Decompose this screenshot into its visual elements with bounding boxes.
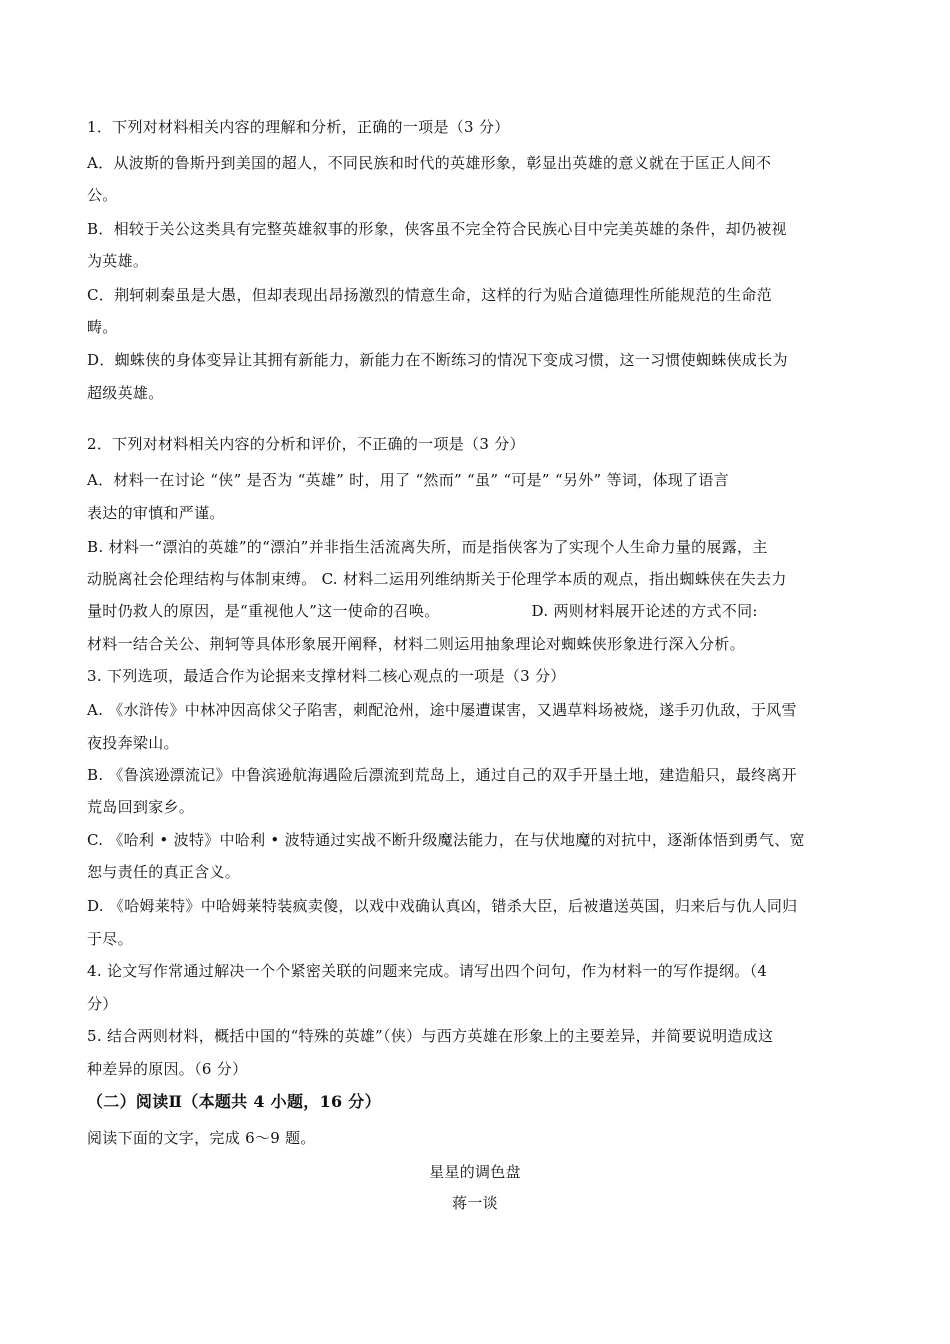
q3-option-a: A. 《水浒传》中林冲因高俅父子陷害，刺配沧州，途中屡遭谋害，又遇草料场被烧，遂手刃仇敌，于风雪 bbox=[87, 701, 797, 719]
q5-stem: 5. 结合两则材料，概括中国的“特殊的英雄”（侠）与西方英雄在形象上的主要差异，并简要说明造成这 bbox=[87, 1027, 774, 1045]
section-instruction: 阅读下面的文字，完成 6～9 题。 bbox=[87, 1129, 316, 1147]
q2-option-b: B. 材料一“漂泊的英雄”的“漂泊”并非指生活流离失所，而是指侠客为了实现个人生命力量的展露，主 bbox=[87, 538, 768, 556]
q2-option-b-c: 动脱离社会伦理结构与体制束缚。 C. 材料二运用列维纳斯关于伦理学本质的观点，指出蜘蛛侠在失去力 bbox=[87, 570, 787, 588]
q1-option-b-cont: 为英雄。 bbox=[87, 252, 149, 270]
q1-option-a: A．从波斯的鲁斯丹到美国的超人，不同民族和时代的英雄形象，彰显出英雄的意义就在于匡正人间不 bbox=[87, 154, 772, 172]
q3-option-a-cont: 夜投奔梁山。 bbox=[87, 734, 179, 752]
q3-option-c: C. 《哈利 • 波特》中哈利 • 波特通过实战不断升级魔法能力，在与伏地魔的对抗中，逐渐体悟到勇气、宽 bbox=[87, 831, 805, 849]
q2-stem: 2．下列对材料相关内容的分析和评价，不正确的一项是（3 分） bbox=[87, 435, 525, 453]
q2-option-c-d-line bbox=[87, 601, 867, 621]
article-author: 蒋一谈 bbox=[452, 1194, 498, 1212]
q1-option-c-cont: 畴。 bbox=[87, 318, 118, 336]
q4-stem-cont: 分） bbox=[87, 995, 118, 1013]
q3-stem: 3. 下列选项，最适合作为论据来支撑材料二核心观点的一项是（3 分） bbox=[87, 667, 566, 685]
q1-stem: 1．下列对材料相关内容的理解和分析，正确的一项是（3 分） bbox=[87, 118, 510, 136]
q1-option-c: C．荆轲刺秦虽是大愚，但却表现出昂扬激烈的情意生命，这样的行为贴合道德理性所能规范的生命范 bbox=[87, 286, 772, 304]
article-title: 星星的调色盘 bbox=[429, 1163, 521, 1181]
q2-option-a: A．材料一在讨论 “侠” 是否为 “英雄” 时，用了 “然而” “虽” “可是” “另外” 等词，体现了语言 bbox=[87, 471, 729, 489]
q3-option-d-cont: 于尽。 bbox=[87, 930, 133, 948]
q3-option-b-cont: 荒岛回到家乡。 bbox=[87, 798, 195, 816]
q5-stem-cont: 种差异的原因。（6 分） bbox=[87, 1060, 248, 1078]
q2-option-d: D. 两则材料展开论述的方式不同: bbox=[531, 602, 758, 620]
q3-option-d: D. 《哈姆莱特》中哈姆莱特装疯卖傻，以戏中戏确认真凶，错杀大臣，后被遣送英国，归来后与仇人同归 bbox=[87, 897, 798, 915]
q1-option-d: D．蜘蛛侠的身体变异让其拥有新能力，新能力在不断练习的情况下变成习惯，这一习惯使蜘蛛侠成长为 bbox=[87, 351, 788, 369]
q1-option-d-cont: 超级英雄。 bbox=[87, 384, 164, 402]
q2-option-a-cont: 表达的审慎和严谨。 bbox=[87, 504, 225, 522]
q1-option-b: B．相较于关公这类具有完整英雄叙事的形象，侠客虽不完全符合民族心目中完美英雄的条件，却仍被视 bbox=[87, 220, 787, 238]
section-heading: （二）阅读Ⅱ（本题共 4 小题，16 分） bbox=[87, 1092, 381, 1111]
q3-option-c-cont: 恕与责任的真正含义。 bbox=[87, 863, 241, 881]
q1-option-a-cont: 公。 bbox=[87, 186, 118, 204]
q2-option-d-cont: 材料一结合关公、荆轲等具体形象展开阐释，材料二则运用抽象理论对蜘蛛侠形象进行深入分析。 bbox=[87, 635, 745, 653]
q3-option-b: B. 《鲁滨逊漂流记》中鲁滨逊航海遇险后漂流到荒岛上，通过自己的双手开垦土地，建造船只，最终离开 bbox=[87, 766, 797, 784]
q2-option-c-cont: 量时仍救人的原因，是“重视他人”这一使命的召唤。 bbox=[87, 602, 440, 620]
q4-stem: 4. 论文写作常通过解决一个个紧密关联的问题来完成。请写出四个问句，作为材料一的写作提纲。（4 bbox=[87, 962, 768, 980]
